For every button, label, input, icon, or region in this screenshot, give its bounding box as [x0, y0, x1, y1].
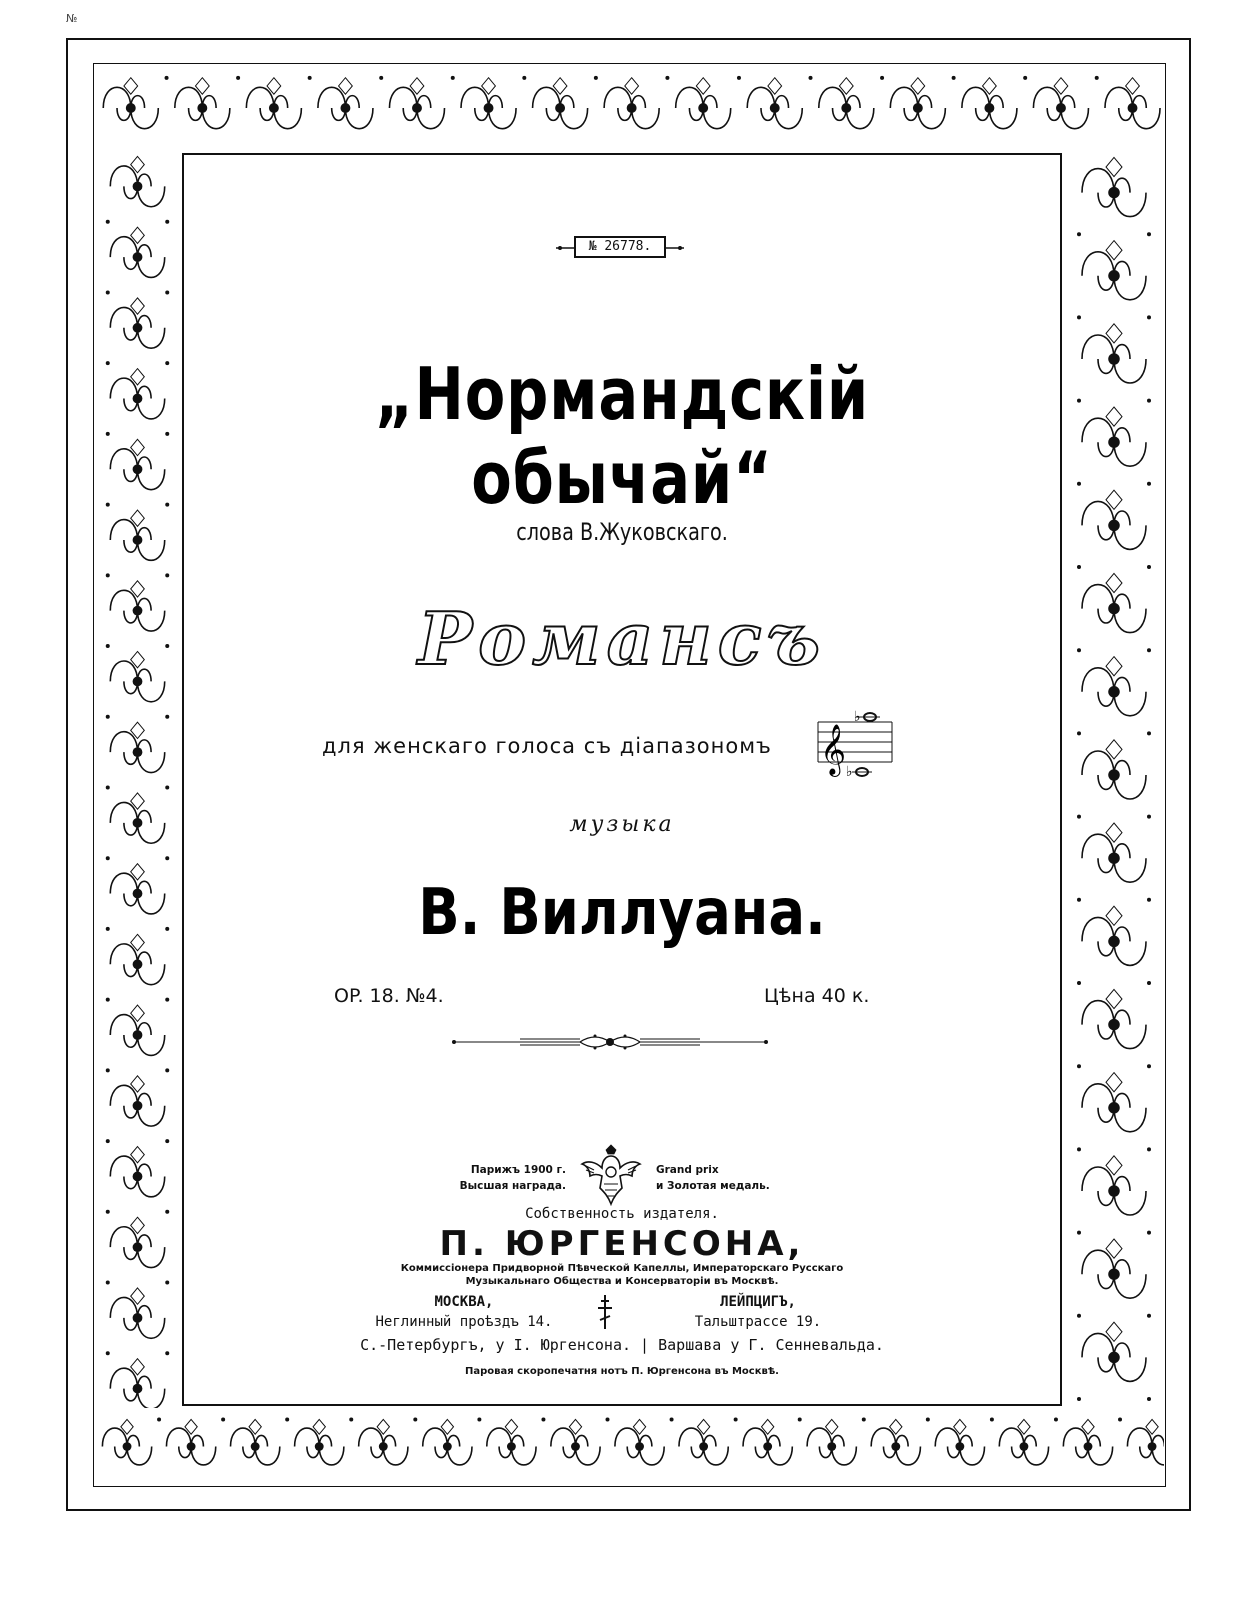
award-right-line-1: Grand prix — [656, 1164, 719, 1176]
lyricist-credit: слова В.Жуковскаго. — [516, 518, 728, 546]
ornament-band-right — [1064, 151, 1164, 1408]
svg-text:♭: ♭ — [854, 709, 861, 725]
music-by-label: музыка — [569, 812, 675, 837]
city-moscow — [340, 1292, 588, 1332]
commission-line-1: Коммиссіонера Придворной Пѣвческой Капеллы, Императорскаго Русскаго — [400, 1263, 844, 1274]
svg-text:♭: ♭ — [846, 764, 853, 780]
award-left-line-2: Высшая награда. — [459, 1180, 566, 1192]
ornament-divider-icon — [450, 1032, 770, 1052]
award-right — [656, 1162, 786, 1194]
city-moscow-name: МОСКВА, — [434, 1294, 494, 1310]
orthodox-cross-icon — [597, 1294, 613, 1330]
award-left — [448, 1162, 566, 1194]
corner-mark: № — [66, 12, 78, 25]
commission-line-2: Музыкальнаго Общества и Консерваторіи въ Москвѣ. — [465, 1276, 779, 1287]
city-leipzig — [634, 1292, 882, 1332]
plate-number: № 26778. — [574, 236, 666, 258]
voice-range-text: для женскаго голоса съ діапазономъ — [322, 734, 772, 758]
city-leipzig-address: Тальштрассе 19. — [694, 1314, 822, 1330]
city-leipzig-name: ЛЕЙПЦИГЪ, — [720, 1294, 796, 1310]
ornament-band-top — [95, 65, 1164, 151]
genre-heading: Романсъ — [418, 596, 826, 681]
award-right-line-2: и Золотая медаль. — [656, 1180, 770, 1192]
composer-name: В. Виллуана. — [418, 876, 826, 950]
opus-number: OP. 18. №4. — [334, 985, 444, 1007]
plate-number-cartouche — [556, 234, 684, 262]
price-label: Цѣна 40 к. — [764, 985, 870, 1007]
printer-credit: Паровая скоропечатня нотъ П. Юргенсона въ Москвѣ. — [465, 1366, 779, 1377]
publisher-commission — [182, 1262, 1062, 1288]
ornament-band-left — [95, 151, 180, 1408]
publisher-name: П. ЮРГЕНСОНА, — [439, 1224, 805, 1264]
treble-clef-icon — [816, 708, 894, 780]
song-title: „Нормандскій обычай“ — [374, 352, 870, 520]
svg-text:𝄞: 𝄞 — [820, 724, 847, 775]
ownership-note: Собственность издателя. — [525, 1206, 719, 1222]
imperial-eagle-icon — [580, 1144, 642, 1206]
award-left-line-1: Парижъ 1900 г. — [470, 1164, 566, 1176]
branch-offices: С.-Петербургъ, у І. Юргенсона. | Варшава у Г. Сенневальда. — [360, 1336, 884, 1354]
ornament-band-bottom — [95, 1408, 1164, 1485]
city-moscow-address: Неглинный проѣздъ 14. — [375, 1314, 553, 1330]
